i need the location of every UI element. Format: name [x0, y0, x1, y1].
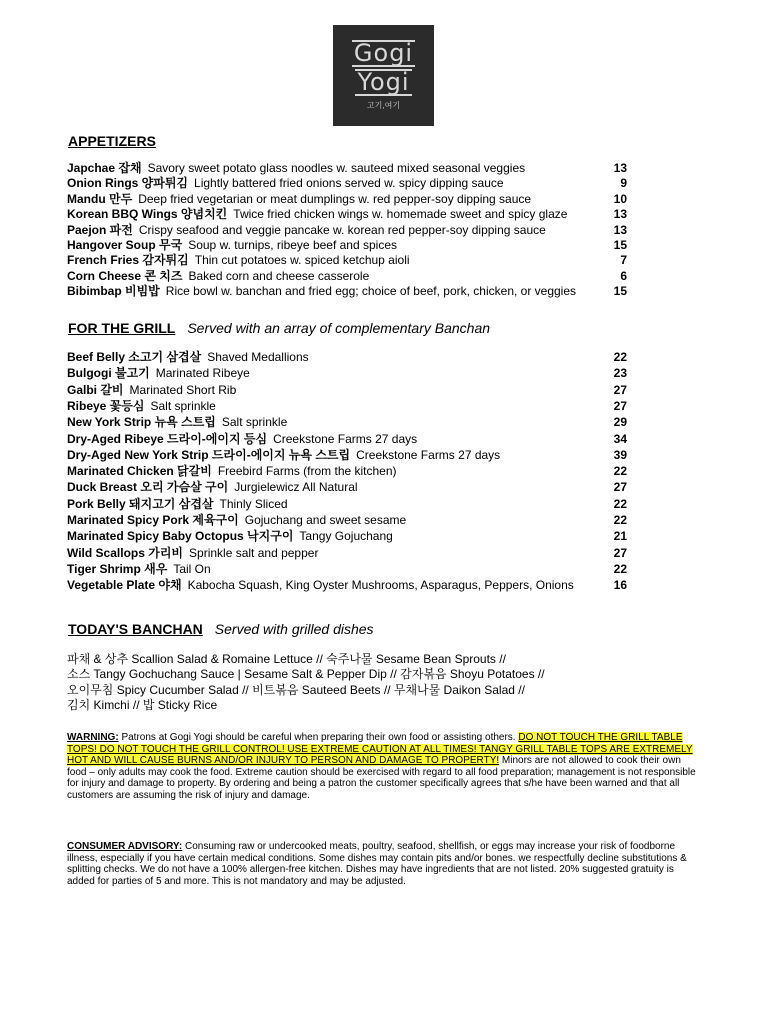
menu-item-name: New York Strip 뉴욕 스트립 [67, 415, 216, 430]
menu-item-description: Thinly Sliced [219, 496, 288, 511]
menu-item-description: Rice bowl w. banchan and fried egg; choice of beef, pork, chicken, or veggies [165, 284, 577, 299]
menu-item-price: 27 [613, 382, 627, 397]
menu-item-description: Gojuchang and sweet sesame [244, 513, 407, 527]
menu-item-row [67, 545, 627, 561]
menu-item-description: Marinated Short Rib [129, 382, 237, 397]
menu-item-description: Baked corn and cheese casserole [188, 268, 370, 283]
menu-item-row [67, 365, 627, 381]
gogi-yogi-logo [333, 25, 434, 126]
menu-item-name: Galbi 갈비 [67, 382, 124, 397]
menu-item-row [67, 191, 627, 207]
menu-item-description: Twice fried chicken wings w. homemade sweet and spicy glaze [233, 207, 568, 222]
grill-note: Served with an array of complementary Banchan [187, 320, 491, 336]
menu-item-row [67, 463, 627, 479]
menu-item-row [67, 561, 627, 577]
menu-item-row [67, 252, 627, 268]
menu-item-row [67, 222, 627, 238]
menu-item-description: Lightly battered fried onions served w. spicy dipping sauce [194, 176, 504, 191]
menu-item-name: French Fries 감자튀김 [67, 253, 189, 268]
menu-item-row [67, 175, 627, 191]
menu-item-price: 22 [613, 513, 627, 527]
menu-item-row [67, 577, 627, 593]
menu-item-description: Jurgielewicz All Natural [234, 480, 358, 495]
menu-item-description: Tail On [173, 561, 211, 576]
menu-item-name: Dry-Aged New York Strip 드라이-에이지 뉴욕 스트립 [67, 447, 351, 462]
appetizers-title: APPETIZERS [68, 133, 156, 149]
menu-item-description: Marinated Ribeye [155, 366, 250, 381]
menu-item-description: Salt sprinkle [221, 415, 288, 430]
menu-item-name: Tiger Shrimp 새우 [67, 561, 168, 576]
menu-item-price: 10 [613, 191, 627, 206]
menu-item-name: Marinated Chicken 닭갈비 [67, 464, 212, 479]
menu-item-row [67, 160, 627, 176]
menu-item-description: Kabocha Squash, King Oyster Mushrooms, Asparagus, Peppers, Onions [187, 578, 574, 593]
menu-item-name: Onion Rings 양파튀김 [67, 176, 189, 191]
menu-item-name: Hangover Soup 무국 [67, 238, 183, 252]
menu-item-name: Corn Cheese 콘 치즈 [67, 268, 183, 283]
menu-item-name: Beef Belly 소고기 삼겹살 [67, 350, 202, 364]
menu-item-row [67, 382, 627, 398]
banchan-line: 오이무침 Spicy Cucumber Salad // 비트볶음 Sauteed Beets // 무채나물 Daikon Salad // [67, 683, 525, 697]
menu-item-row [67, 431, 627, 447]
warning-paragraph [67, 732, 699, 802]
warning-label: WARNING: [67, 732, 119, 743]
menu-item-row [67, 528, 627, 544]
banchan-line: 김치 Kimchi // 밥 Sticky Rice [67, 698, 218, 712]
menu-item-price: 13 [613, 222, 627, 237]
logo-subtitle: 고기,여기 [366, 101, 401, 110]
menu-item-name: Korean BBQ Wings 양념치킨 [67, 207, 228, 222]
menu-item-name: Paejon 파전 [67, 222, 133, 237]
menu-item-description: Salt sprinkle [150, 398, 216, 413]
menu-item-row [67, 414, 627, 430]
menu-item-description: Creekstone Farms 27 days [356, 447, 501, 462]
menu-item-name: Japchae 잡채 [67, 161, 142, 175]
menu-item-row [67, 479, 627, 495]
menu-item-price: 29 [613, 415, 627, 430]
menu-item-price: 27 [613, 545, 627, 560]
menu-item-price: 34 [613, 431, 627, 446]
menu-item-description: Deep fried vegetarian or meat dumplings w. red pepper-soy dipping sauce [138, 191, 532, 206]
warning-intro: Patrons at Gogi Yogi should be careful when preparing their own food or assisting others. [118, 732, 516, 743]
menu-item-name: Bibimbap 비빔밥 [67, 284, 160, 299]
menu-item-description: Shaved Medallions [207, 350, 309, 364]
menu-item-name: Marinated Spicy Baby Octopus 낙지구이 [67, 529, 294, 544]
banchan-note: Served with grilled dishes [214, 621, 374, 637]
menu-item-name: Ribeye 꽃등심 [67, 398, 145, 413]
menu-item-row [67, 237, 627, 253]
menu-item-name: Bulgogi 불고기 [67, 366, 150, 381]
menu-item-description: Crispy seafood and veggie pancake w. korean red pepper-soy dipping sauce [138, 222, 546, 237]
warning-highlight: DO NOT TOUCH THE GRILL TABLE TOPS! DO NOT TOUCH THE GRILL CONTROL! USE EXTREME CAUTION AT ALL TIMES! TANGY GRILL TABLE TOPS ARE EXTREMELY HOT AND WILL CAUSE BURNS AND/OR INJURY TO PERSON AND DAMAGE TO PROPERTY! [67, 732, 693, 767]
menu-item-description: Soup w. turnips, ribeye beef and spices [188, 238, 397, 252]
banchan-heading [68, 621, 374, 637]
menu-item-row [67, 447, 627, 463]
menu-item-price: 22 [613, 464, 627, 479]
menu-item-price: 23 [613, 366, 627, 381]
menu-item-price: 13 [613, 161, 627, 175]
menu-item-name: Vegetable Plate 야채 [67, 578, 182, 593]
appetizers-heading [68, 133, 156, 149]
menu-item-price: 7 [620, 253, 627, 268]
menu-item-name: Marinated Spicy Pork 제육구이 [67, 513, 239, 527]
menu-item-row [67, 349, 627, 365]
menu-item-row [67, 496, 627, 512]
warning-details: Minors are not allowed to cook their own food – only adults may cook the food. Extreme caution should be exercised with regard to all food preparation; management is not responsible for injury and damage to property. By ordering and being a patron the customer specifically agrees that s/he have been warned and that all customers are assuming the risk of injury and damage. [67, 755, 696, 801]
menu-item-description: Freebird Farms (from the kitchen) [217, 464, 397, 479]
grill-title: FOR THE GRILL [68, 320, 176, 336]
menu-item-row [67, 206, 627, 222]
menu-item-price: 16 [613, 578, 627, 593]
menu-item-description: Thin cut potatoes w. spiced ketchup aioli [194, 253, 410, 268]
advisory-label: CONSUMER ADVISORY: [67, 841, 183, 852]
advisory-text: Consuming raw or undercooked meats, poultry, seafood, shellfish, or eggs may increase your risk of foodborne illness, especially if you have certain medical conditions. Some dishes may contain pits and/or bones. we respectfully decline substitutions & splitting checks. We do not have a 100% allergen-free kitchen. Dishes may have ingredients that are not listed. 20% suggested gratuity is added for parties of 5 and more. This is not mandatory and may be adjusted. [67, 841, 687, 887]
menu-item-name: Dry-Aged Ribeye 드라이-에이지 등심 [67, 431, 268, 446]
menu-item-price: 15 [613, 238, 627, 252]
menu-item-price: 15 [613, 284, 627, 299]
menu-item-name: Wild Scallops 가리비 [67, 545, 184, 560]
menu-item-price: 9 [620, 176, 627, 191]
banchan-line: 소스 Tangy Gochuchang Sauce | Sesame Salt & Pepper Dip // 감자볶음 Shoyu Potatoes // [67, 667, 545, 681]
menu-item-price: 22 [613, 496, 627, 511]
menu-item-price: 27 [613, 398, 627, 413]
consumer-advisory-paragraph [67, 841, 699, 887]
banchan-line: 파채 & 상추 Scallion Salad & Romaine Lettuce // 숙주나물 Sesame Bean Sprouts // [67, 652, 506, 666]
menu-item-price: 39 [613, 447, 627, 462]
menu-item-name: Duck Breast 오리 가슴살 구이 [67, 480, 229, 495]
menu-item-price: 22 [613, 350, 627, 364]
menu-item-description: Sprinkle salt and pepper [189, 545, 319, 560]
banchan-title: TODAY'S BANCHAN [68, 621, 203, 637]
menu-item-price: 22 [613, 561, 627, 576]
menu-item-name: Pork Belly 돼지고기 삼겹살 [67, 496, 214, 511]
menu-item-row [67, 512, 627, 528]
menu-item-description: Creekstone Farms 27 days [273, 431, 418, 446]
menu-item-description: Tangy Gojuchang [299, 529, 393, 544]
menu-item-row [67, 398, 627, 414]
menu-item-row [67, 268, 627, 284]
logo-line-1: Gogi [353, 39, 414, 67]
menu-item-price: 21 [613, 529, 627, 544]
menu-item-price: 6 [620, 268, 627, 283]
menu-item-price: 13 [613, 207, 627, 222]
menu-item-description: Savory sweet potato glass noodles w. sauteed mixed seasonal veggies [147, 161, 526, 175]
menu-item-price: 27 [613, 480, 627, 495]
grill-heading [68, 320, 490, 336]
menu-item-name: Mandu 만두 [67, 191, 133, 206]
logo-line-2: Yogi [357, 68, 410, 96]
menu-item-row [67, 283, 627, 299]
